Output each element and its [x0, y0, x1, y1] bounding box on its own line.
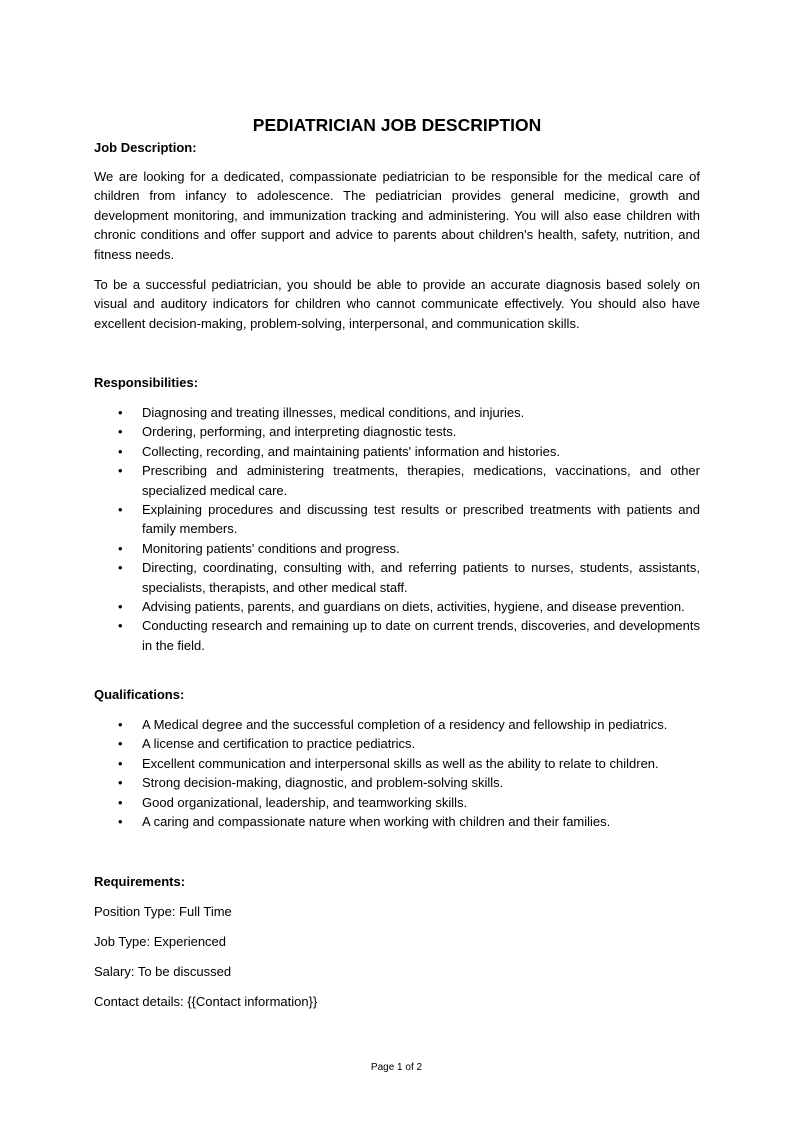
list-item — [94, 754, 700, 773]
list-item-text: A caring and compassionate nature when working with children and their families. — [142, 814, 611, 830]
bullet-icon: • — [118, 443, 123, 459]
list-item-text: Excellent communication and interpersonal skills as well as the ability to relate to children. — [142, 755, 659, 771]
qualifications-heading: Qualifications: — [94, 687, 185, 702]
list-item-text: Ordering, performing, and interpreting diagnostic tests. — [142, 424, 457, 440]
list-item — [94, 597, 700, 616]
list-item-text: Advising patients, parents, and guardians on diets, activities, hygiene, and disease prevention. — [142, 599, 685, 615]
list-item-text: Strong decision-making, diagnostic, and problem-solving skills. — [142, 775, 504, 791]
requirements-heading: Requirements: — [94, 874, 186, 889]
bullet-icon: • — [118, 405, 123, 420]
list-item — [94, 734, 700, 753]
list-item — [94, 558, 700, 597]
job-description-paragraph-1: We are looking for a dedicated, compassionate pediatrician to be responsible for the medical care of children from infancy to adolescence. The pediatrician provides general medicine, growth and development monitoring, and immunization tracking and administering. You will also ease children with chronic conditions and offer support and advice to parents about children's health, safety, nutrition, and fitness needs. — [94, 169, 700, 262]
document-title: PEDIATRICIAN JOB DESCRIPTION — [252, 115, 542, 135]
responsibilities-list — [94, 403, 700, 655]
list-item-text: Prescribing and administering treatments, therapies, medications, vaccinations, and other specialized medical care. — [142, 463, 700, 498]
list-item — [94, 793, 700, 812]
list-item-text: Conducting research and remaining up to date on current trends, discoveries, and developments in the field. — [142, 618, 700, 653]
bullet-icon: • — [118, 717, 123, 732]
list-item-text: Monitoring patients' conditions and progress. — [142, 540, 400, 556]
list-item — [94, 715, 700, 734]
list-item — [94, 616, 700, 655]
qualifications-list — [94, 715, 700, 831]
list-item — [94, 773, 700, 792]
list-item-text: Directing, coordinating, consulting with, and referring patients to nurses, students, assistants, specialists, therapists, and other medical staff. — [142, 560, 700, 595]
bullet-icon: • — [118, 599, 123, 615]
job-description-paragraph-2: To be a successful pediatrician, you should be able to provide an accurate diagnosis based solely on visual and auditory indicators for children who cannot communicate effectively. You should also have excellent decision-making, problem-solving, interpersonal, and communication skills. — [94, 277, 700, 331]
list-item — [94, 403, 700, 422]
list-item — [94, 442, 700, 461]
bullet-icon: • — [118, 502, 123, 518]
list-item — [94, 539, 700, 558]
bullet-icon: • — [118, 775, 123, 791]
bullet-icon: • — [118, 424, 123, 440]
list-item-text: A license and certification to practice pediatrics. — [142, 736, 416, 752]
responsibilities-heading: Responsibilities: — [94, 375, 199, 390]
list-item-text: Good organizational, leadership, and teamworking skills. — [142, 794, 468, 810]
bullet-icon: • — [118, 736, 123, 752]
bullet-icon: • — [118, 560, 123, 576]
bullet-icon: • — [118, 463, 123, 479]
requirement-salary: Salary: To be discussed — [94, 964, 232, 979]
bullet-icon: • — [118, 618, 123, 634]
bullet-icon: • — [118, 814, 123, 830]
list-item — [94, 500, 700, 539]
list-item-text: Collecting, recording, and maintaining patients' information and histories. — [142, 443, 560, 459]
requirement-contact-details: Contact details: {{Contact information}} — [94, 994, 318, 1009]
list-item-text: Diagnosing and treating illnesses, medical conditions, and injuries. — [142, 405, 525, 420]
bullet-icon: • — [118, 755, 123, 771]
list-item — [94, 812, 700, 831]
list-item-text: Explaining procedures and discussing test results or prescribed treatments with patients and family members. — [142, 502, 700, 537]
list-item — [94, 461, 700, 500]
bullet-icon: • — [118, 794, 123, 810]
requirement-position-type: Position Type: Full Time — [94, 904, 232, 919]
list-item-text: A Medical degree and the successful completion of a residency and fellowship in pediatrics. — [142, 717, 668, 732]
page-number: Page 1 of 2 — [370, 1062, 423, 1073]
job-description-heading: Job Description: — [94, 140, 197, 155]
bullet-icon: • — [118, 540, 123, 556]
requirement-job-type: Job Type: Experienced — [94, 934, 227, 949]
list-item — [94, 422, 700, 441]
